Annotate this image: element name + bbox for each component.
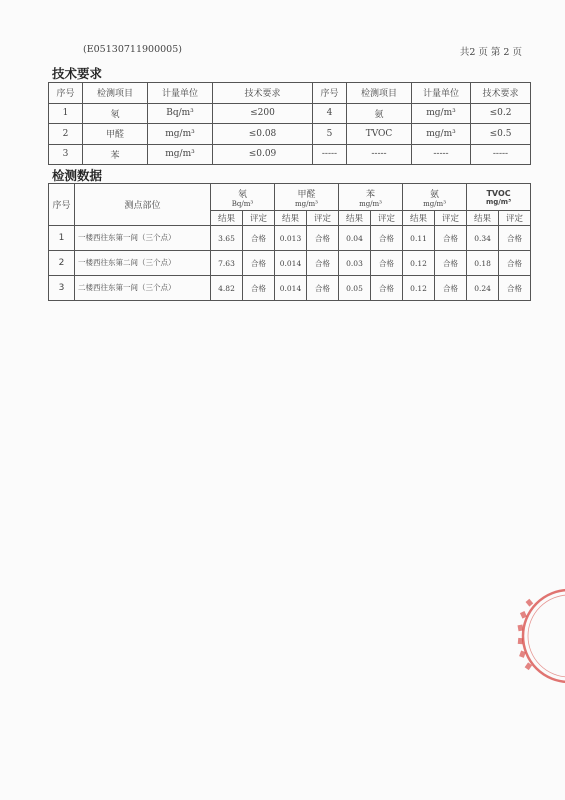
table-row	[49, 251, 531, 276]
cell: mg/m³	[148, 144, 213, 165]
header-param-benzene	[339, 184, 403, 211]
subheader-result: 结果	[403, 211, 435, 226]
subheader-result: 结果	[211, 211, 243, 226]
cell: 苯	[83, 144, 148, 165]
subheader-eval: 评定	[435, 211, 467, 226]
cell: ≤0.08	[213, 124, 313, 145]
section-title-tech-requirements: 技术要求	[52, 66, 103, 81]
cell: 0.014	[275, 276, 307, 301]
param-name: 氨	[430, 189, 440, 200]
header-seq: 序号	[49, 184, 75, 226]
cell: ≤0.2	[471, 103, 531, 124]
param-unit: Bq/m³	[231, 199, 254, 208]
cell: mg/m³	[412, 103, 471, 124]
cell: -----	[313, 144, 347, 165]
cell: -----	[471, 144, 531, 165]
test-data-table	[48, 183, 531, 301]
cell: Bq/m³	[148, 103, 213, 124]
cell-seq: 1	[49, 226, 75, 251]
cell: 合格	[435, 276, 467, 301]
header-cell: 序号	[313, 83, 347, 104]
cell-seq: 2	[49, 251, 75, 276]
cell: TVOC	[347, 124, 412, 145]
param-unit: mg/m³	[359, 199, 382, 208]
cell: -----	[347, 144, 412, 165]
cell: 合格	[499, 251, 531, 276]
header-cell: 技术要求	[213, 83, 313, 104]
cell: 4	[313, 103, 347, 124]
table-row	[49, 226, 531, 251]
header-param-tvoc	[467, 184, 531, 211]
cell: 合格	[243, 251, 275, 276]
table-row	[49, 144, 531, 165]
table-row	[49, 103, 531, 124]
cell-site: 一楼西往东第一间（三个点）	[75, 226, 211, 251]
param-name: 氡	[237, 189, 247, 200]
cell: 合格	[371, 226, 403, 251]
header-param-radon	[211, 184, 275, 211]
cell: 合格	[307, 276, 339, 301]
cell: 合格	[307, 226, 339, 251]
header-cell: 检测项目	[347, 83, 412, 104]
param-name: 甲醛	[297, 189, 316, 200]
cell: 合格	[435, 251, 467, 276]
param-unit: mg/m³	[485, 197, 512, 206]
header-cell: 计量单位	[148, 83, 213, 104]
official-seal-stamp	[507, 586, 565, 686]
cell: 0.12	[403, 251, 435, 276]
cell: -----	[412, 144, 471, 165]
cell: 0.24	[467, 276, 499, 301]
cell: ≤0.09	[213, 144, 313, 165]
cell: 合格	[435, 226, 467, 251]
cell: 甲醛	[83, 124, 148, 145]
cell: 3.65	[211, 226, 243, 251]
cell: 1	[49, 103, 83, 124]
cell: 合格	[243, 226, 275, 251]
cell: 2	[49, 124, 83, 145]
cell: 4.82	[211, 276, 243, 301]
cell-seq: 3	[49, 276, 75, 301]
param-name: 苯	[366, 189, 376, 200]
cell: 氨	[347, 103, 412, 124]
cell: 合格	[499, 226, 531, 251]
cell: mg/m³	[148, 124, 213, 145]
cell: 0.014	[275, 251, 307, 276]
cell: 5	[313, 124, 347, 145]
param-unit: mg/m³	[295, 199, 318, 208]
cell: 合格	[307, 251, 339, 276]
tech-requirements-table	[48, 82, 531, 165]
page-info: 共2 页 第 2 页	[459, 47, 522, 58]
header-cell: 检测项目	[83, 83, 148, 104]
cell: 0.04	[339, 226, 371, 251]
cell: 7.63	[211, 251, 243, 276]
cell: mg/m³	[412, 124, 471, 145]
section-title-test-data: 检测数据	[52, 168, 103, 183]
cell: 合格	[371, 251, 403, 276]
subheader-eval: 评定	[499, 211, 531, 226]
cell: 合格	[243, 276, 275, 301]
cell: 0.34	[467, 226, 499, 251]
table-header-row	[49, 184, 531, 211]
header-site: 测点部位	[75, 184, 211, 226]
cell: 0.12	[403, 276, 435, 301]
header-cell: 技术要求	[471, 83, 531, 104]
cell: 合格	[371, 276, 403, 301]
subheader-result: 结果	[339, 211, 371, 226]
subheader-result: 结果	[467, 211, 499, 226]
cell: ≤200	[213, 103, 313, 124]
subheader-eval: 评定	[307, 211, 339, 226]
cell: 0.05	[339, 276, 371, 301]
cell: 0.013	[275, 226, 307, 251]
table-row	[49, 276, 531, 301]
header-cell: 计量单位	[412, 83, 471, 104]
header-param-ammonia	[403, 184, 467, 211]
cell-site: 二楼西往东第一间（三个点）	[75, 276, 211, 301]
table-header-row	[49, 83, 531, 104]
param-name: TVOC	[486, 188, 511, 198]
cell: ≤0.5	[471, 124, 531, 145]
table-row	[49, 124, 531, 145]
subheader-eval: 评定	[371, 211, 403, 226]
cell: 0.03	[339, 251, 371, 276]
cell: 氡	[83, 103, 148, 124]
cell-site: 一楼西往东第二间（三个点）	[75, 251, 211, 276]
subheader-eval: 评定	[243, 211, 275, 226]
cell: 3	[49, 144, 83, 165]
report-number: (E05130711900005)	[83, 44, 182, 55]
param-unit: mg/m³	[423, 199, 446, 208]
header-cell: 序号	[49, 83, 83, 104]
header-param-formaldehyde	[275, 184, 339, 211]
cell: 0.11	[403, 226, 435, 251]
cell: 0.18	[467, 251, 499, 276]
cell: 合格	[499, 276, 531, 301]
subheader-result: 结果	[275, 211, 307, 226]
